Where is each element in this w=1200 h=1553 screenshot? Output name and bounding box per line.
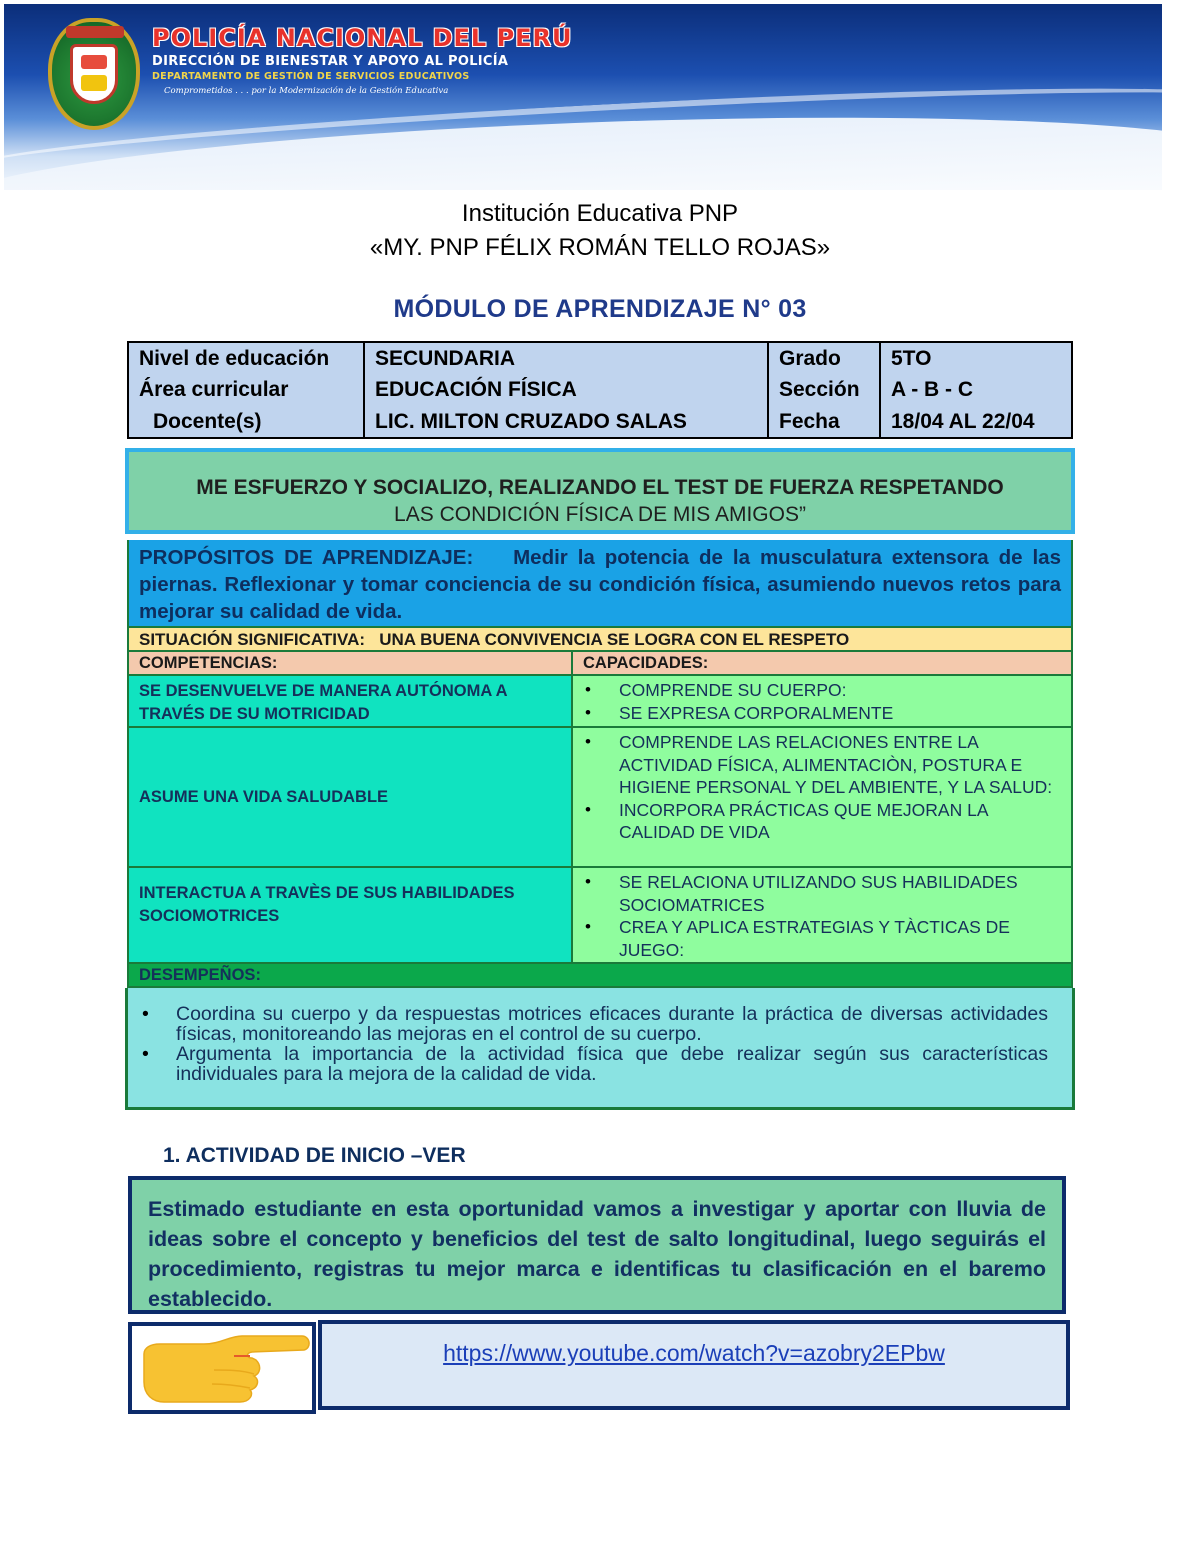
list-item: • SE EXPRESA CORPORALMENTE [583,702,1061,725]
header-banner [4,4,1162,190]
purpose-label: PROPÓSITOS DE APRENDIZAJE: [139,546,474,569]
banner-department: DEPARTAMENTO DE GESTIÓN DE SERVICIOS EDUCATIVOS [152,71,470,82]
pointing-hand-icon [134,1326,314,1410]
list-item: • COMPRENDE SU CUERPO: [583,679,1061,702]
police-crest-icon [48,18,140,130]
capacidades-cell [571,868,1073,964]
competencia-cell: INTERACTUA A TRAVÈS DE SUS HABILIDADES SOCIOMOTRICES [127,868,573,964]
purpose-text: Medir la potencia de la musculatura extensora de las piernas. Reflexionar y tomar conciencia de su condición física, asumiendo nuevos retos para mejorar su calidad de vida. [139,546,1061,623]
fecha-value: 18/04 AL 22/04 [880,406,1072,438]
video-link-box [318,1320,1070,1410]
banner-subtitle: DIRECCIÓN DE BIENESTAR Y APOYO AL POLICÍA [152,54,509,69]
crest-ribbon [66,26,124,38]
institution-name: Institución Educativa PNP [461,200,739,227]
capacidades-cell [571,676,1073,728]
nivel-value: SECUNDARIA [364,342,768,374]
competencias-header-row [127,652,1073,676]
docente-value: LIC. MILTON CRUZADO SALAS [364,406,768,438]
info-row [128,406,1072,438]
info-row [128,374,1072,406]
session-title-line2: LAS CONDICIÓN FÍSICA DE MIS AMIGOS” [394,503,806,526]
list-item: • Coordina su cuerpo y da respuestas motrices eficaces durante la práctica de diversas actividades físicas, monitoreando las mejoras en el control de su cuerpo. [138,1004,1048,1044]
hand-box [128,1322,316,1414]
capacidades-list [583,871,1061,961]
grado-label: Grado [768,342,880,374]
purpose-section [127,540,1073,626]
list-item: • CREA Y APLICA ESTRATEGIAS Y TÀCTICAS DE JUEGO: [583,916,1061,961]
list-item: • COMPRENDE LAS RELACIONES ENTRE LA ACTIVIDAD FÍSICA, ALIMENTACIÒN, POSTURA E HIGIENE PERSONAL Y DEL AMBIENTE, Y LA SALUD: [583,731,1061,799]
capacidades-cell [571,728,1073,868]
table-row [127,728,1073,868]
situation-row [127,626,1073,652]
info-row [128,342,1072,374]
desempenos-list [138,1004,1048,1084]
situation-label: SITUACIÓN SIGNIFICATIVA: [139,630,366,649]
capacidades-list [583,679,1061,724]
list-item: • INCORPORA PRÁCTICAS QUE MEJORAN LA CALIDAD DE VIDA [583,799,1061,844]
table-row [127,676,1073,728]
fecha-label: Fecha [768,406,880,438]
info-table [127,341,1073,439]
list-item: • Argumenta la importancia de la actividad física que debe realizar según sus características individuales para la mejora de la calidad de vida. [138,1044,1048,1084]
competencias-header: COMPETENCIAS: [127,652,573,676]
grado-value: 5TO [880,342,1072,374]
situation-text: UNA BUENA CONVIVENCIA SE LOGRA CON EL RESPETO [379,630,850,649]
activity-text-box: Estimado estudiante en esta oportunidad vamos a investigar y aportar con lluvia de ideas sobre el concepto y beneficios del test de salto longitudinal, luego seguirás el procedimiento, registras tu mejor marca e identificas tu clasificación en el baremo establecido. [128,1176,1066,1314]
seccion-label: Sección [768,374,880,406]
desempenos-body [125,988,1075,1110]
capacidades-header: CAPACIDADES: [571,652,1073,676]
banner-title: POLICÍA NACIONAL DEL PERÚ [152,24,573,52]
table-row [127,868,1073,964]
area-value: EDUCACIÓN FÍSICA [364,374,768,406]
list-item: • SE RELACIONA UTILIZANDO SUS HABILIDADES SOCIOMATRICES [583,871,1061,916]
nivel-label: Nivel de educación [128,342,364,374]
session-title-box [125,448,1075,534]
module-title: MÓDULO DE APRENDIZAJE N° 03 [393,295,807,323]
school-name: «MY. PNP FÉLIX ROMÁN TELLO ROJAS» [369,234,831,261]
desempenos-header: DESEMPEÑOS: [127,964,1073,988]
competencia-cell: ASUME UNA VIDA SALUDABLE [127,728,573,868]
area-label: Área curricular [128,374,364,406]
capacidades-list [583,731,1061,844]
banner-motto: Comprometidos . . . por la Modernización de la Gestión Educativa [164,86,449,96]
youtube-link[interactable]: https://www.youtube.com/watch?v=azobry2EPbw [443,1340,945,1366]
seccion-value: A - B - C [880,374,1072,406]
docente-label: Docente(s) [128,406,364,438]
competencia-cell: SE DESENVUELVE DE MANERA AUTÓNOMA A TRAVÉS DE SU MOTRICIDAD [127,676,573,728]
activity-title: 1. ACTIVIDAD DE INICIO –VER [163,1144,466,1167]
crest-shield [70,44,118,104]
session-title-line1: ME ESFUERZO Y SOCIALIZO, REALIZANDO EL TEST DE FUERZA RESPETANDO [196,476,1004,499]
